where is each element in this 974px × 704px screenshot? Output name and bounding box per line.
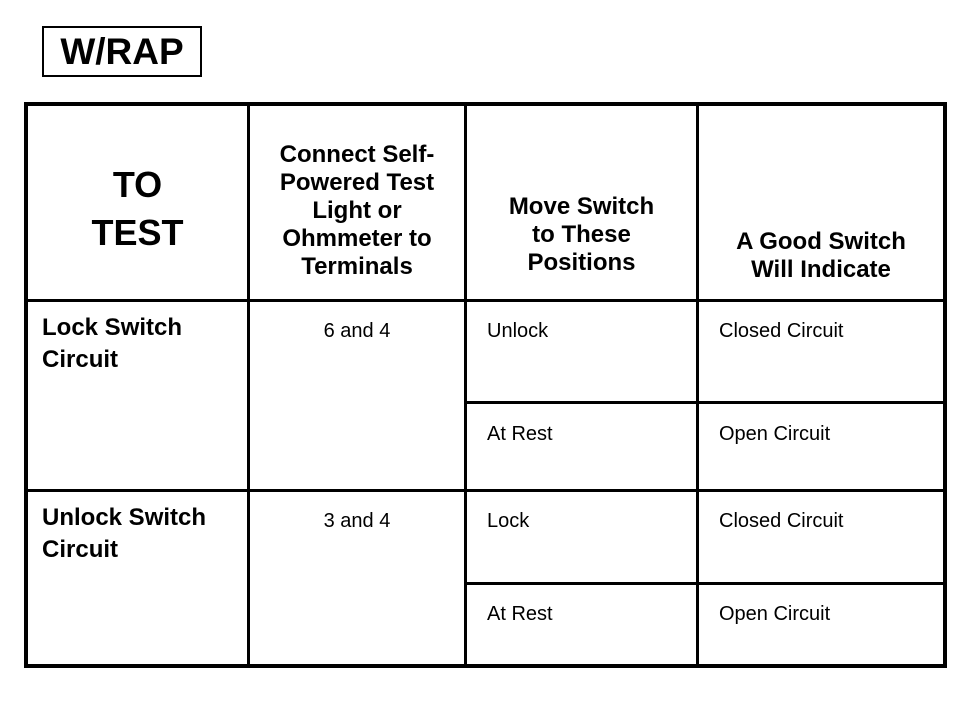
terminals-unlock-switch: 3 and 4 bbox=[323, 510, 391, 532]
position-cell: At Rest bbox=[487, 603, 553, 625]
result-cell: Open Circuit bbox=[719, 603, 831, 625]
header-connect-terminals: Connect Self- Powered Test Light or Ohmmeter to Terminals bbox=[279, 140, 435, 280]
result-cell: Closed Circuit bbox=[719, 320, 844, 342]
terminals-lock-switch: 6 and 4 bbox=[323, 320, 391, 342]
position-cell: Unlock bbox=[487, 320, 549, 342]
header-to-test: TO TEST bbox=[91, 163, 184, 253]
switch-test-table bbox=[24, 102, 947, 668]
row-label-lock-switch: Lock Switch Circuit bbox=[42, 314, 183, 373]
header-good-switch-indicates: A Good Switch Will Indicate bbox=[736, 227, 906, 283]
position-cell: At Rest bbox=[487, 423, 553, 445]
header-move-switch: Move Switch to These Positions bbox=[508, 192, 655, 276]
result-cell: Open Circuit bbox=[719, 423, 831, 445]
wrap-badge: W/RAP bbox=[42, 26, 202, 77]
row-label-unlock-switch: Unlock Switch Circuit bbox=[42, 504, 207, 563]
position-cell: Lock bbox=[487, 510, 530, 532]
result-cell: Closed Circuit bbox=[719, 510, 844, 532]
